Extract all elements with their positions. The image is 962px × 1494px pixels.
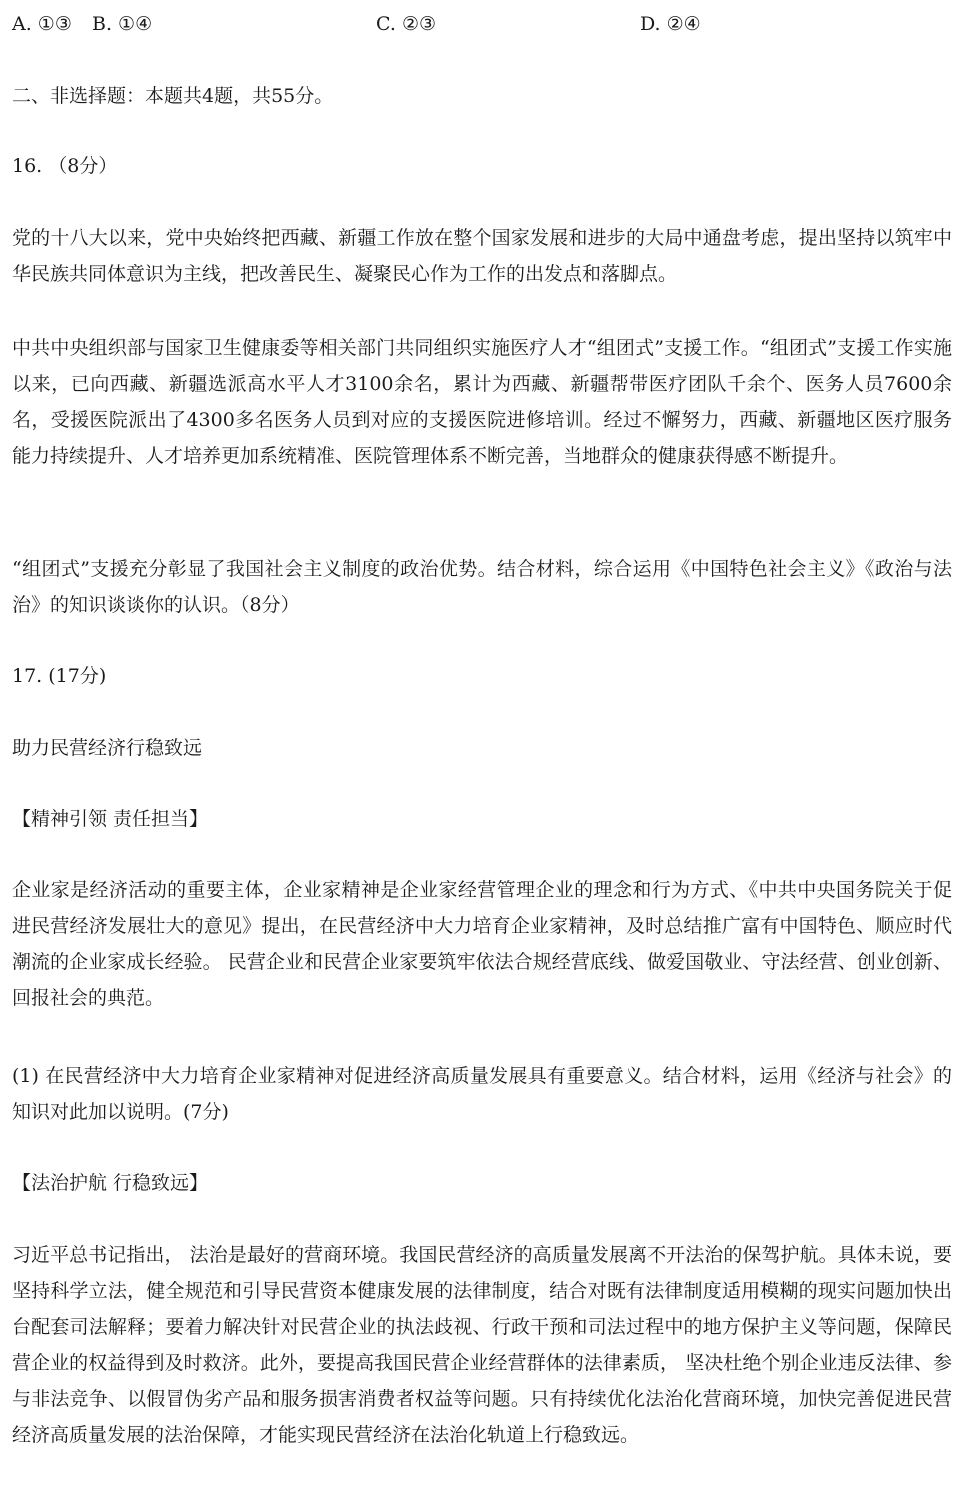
- q16-question: “组团式”支援充分彰显了我国社会主义制度的政治优势。结合材料，综合运用《中国特色社会主义》《政治与法治》的知识谈谈你的认识。（8分）: [12, 558, 952, 616]
- section-title: 二、非选择题：本题共4题，共55分。: [12, 85, 334, 107]
- q17-title: 助力民营经济行稳致远: [12, 737, 203, 759]
- option-b: B. ①④: [92, 13, 153, 35]
- q17-paragraph-2: 习近平总书记指出， 法治是最好的营商环境。我国民营经济的高质量发展离不开法治的保驾护航。具体未说，要坚持科学立法，健全规范和引导民营资本健康发展的法律制度，结合对既有法律制度适用模糊的现实问题加快出台配套司法解释；要着力解决针对民营企业的执法歧视、行政干预和司法过程中的地方保护主义等问题，保障民营企业的权益得到及时救济。此外，要提高我国民营企业经营群体的法律素质， 坚决杜绝个别企业违反法律、参与非法竞争、以假冒伪劣产品和服务损害消费者权益等问题。只有持续优化法治化营商环境，加快完善促进民营经济高质量发展的法治保障，才能实现民营经济在法治化轨道上行稳致远。: [12, 1244, 952, 1446]
- q17-heading-2: 【法治护航 行稳致远】: [12, 1172, 209, 1194]
- q16-paragraph-1: 党的十八大以来，党中央始终把西藏、新疆工作放在整个国家发展和进步的大局中通盘考虑，提出坚持以筑牢中华民族共同体意识为主线，把改善民生、凝聚民心作为工作的出发点和落脚点。: [12, 227, 952, 285]
- option-c: C. ②③: [376, 13, 437, 35]
- q17-paragraph-1: 企业家是经济活动的重要主体，企业家精神是企业家经营管理企业的理念和行为方式、《中共中央国务院关于促进民营经济发展壮大的意见》提出，在民营经济中大力培育企业家精神，及时总结推广富有中国特色、顺应时代潮流的企业家成长经验。 民营企业和民营企业家要筑牢依法合规经营底线、做爱国敬业、守法经营、创业创新、回报社会的典范。: [12, 879, 952, 1009]
- q17-number: 17. (17分): [12, 665, 107, 687]
- q17-subquestion-1: (1) 在民营经济中大力培育企业家精神对促进经济高质量发展具有重要意义。结合材料，运用《经济与社会》的知识对此加以说明。(7分): [12, 1065, 952, 1123]
- q16-paragraph-2: 中共中央组织部与国家卫生健康委等相关部门共同组织实施医疗人才“组团式”支援工作。“组团式”支援工作实施以来，已向西藏、新疆选派高水平人才3100余名，累计为西藏、新疆帮带医疗团队千余个、医务人员7600余名，受援医院派出了4300多名医务人员到对应的支援医院进修培训。经过不懈努力，西藏、新疆地区医疗服务能力持续提升、人才培养更加系统精准、医院管理体系不断完善，当地群众的健康获得感不断提升。: [12, 337, 952, 467]
- q17-heading-1: 【精神引领 责任担当】: [12, 808, 209, 830]
- q16-number: 16. （8分）: [12, 155, 118, 177]
- option-a: A. ①③: [12, 13, 72, 35]
- option-d: D. ②④: [640, 13, 701, 35]
